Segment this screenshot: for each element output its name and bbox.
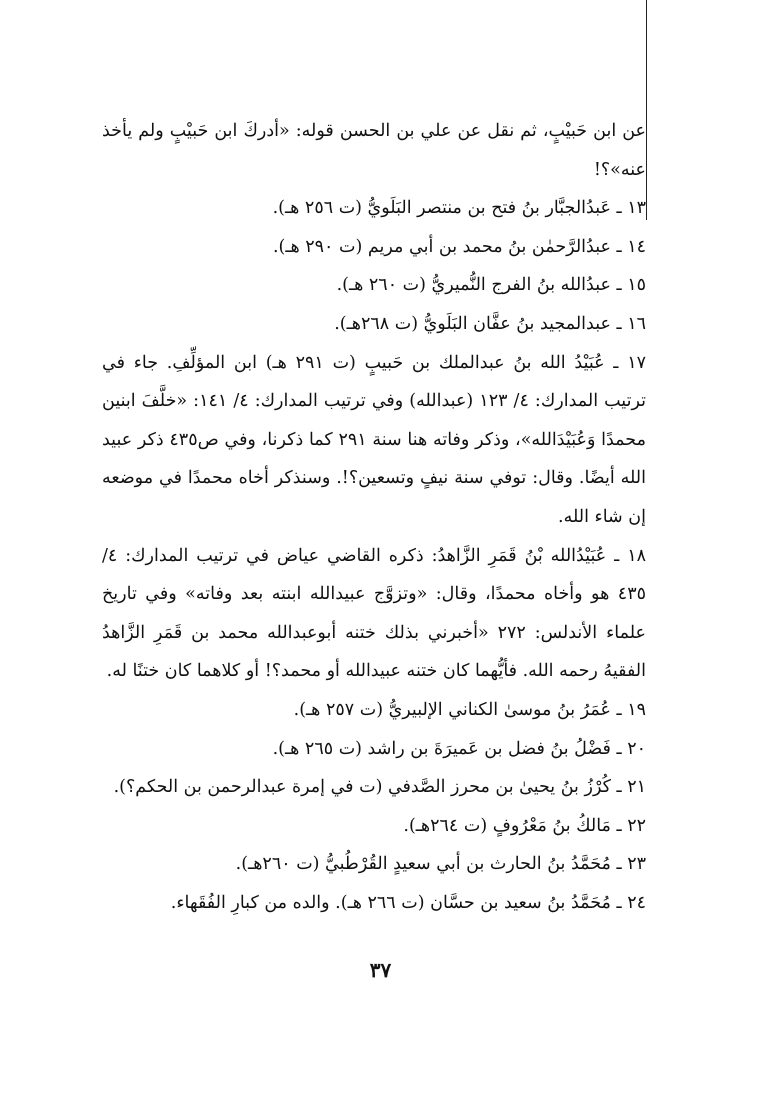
entry-22: ٢٢ ـ مَالكُ بنُ مَعْرُوفٍ (ت ٢٦٤هـ). <box>403 815 646 836</box>
entry-19: ١٩ ـ عُمَرُ بنُ موسىٰ الكناني الإلبيريُّ (ت ٢٥٧ هـ). <box>293 699 646 720</box>
paragraph-continuation: عن ابن حَبيْبٍ، ثم نقل عن علي بن الحسن قوله: «أدركَ ابن حَبيْبٍ ولم يأخذ عنه»؟! <box>102 121 646 180</box>
page-number: ٣٧ <box>369 958 392 982</box>
entry-24: ٢٤ ـ مُحَمَّدُ بنُ سعيد بن حسَّان (ت ٢٦٦ هـ). والده من كبارِ الفُقَهاء. <box>170 892 646 913</box>
margin-rule <box>646 0 647 220</box>
body-text <box>102 112 646 922</box>
entry-21: ٢١ ـ كُرْزُ بنُ يحيىٰ بن محرز الصَّدفي (ت في إمرة عبدالرحمن بن الحكم؟). <box>113 777 646 798</box>
entry-13: ١٣ ـ عَبدُالجبَّار بنُ فتح بن منتصر البَلَويُّ (ت ٢٥٦ هـ). <box>272 198 646 219</box>
entry-15: ١٥ ـ عبدُالله بنُ الفرج النُّميريُّ (ت ٢٦٠ هـ). <box>336 275 646 296</box>
entry-18: ١٨ ـ عُبَيْدُالله بْنُ قَمَرِ الزَّاهدُ: ذكره القاضي عياض في ترتيب المدارك: ٤/ ٤٣٥ هو وأخاه محمدًا، وقال: «وتزوَّج عبيدالله ابنته بعد وفاته» وفي تاريخ علماء الأندلس: ٢٧٢ «أخبرني بذلك ختنه أبوعبدالله محمد بن قَمَرِ الزَّاهدُ الفقيهُ رحمه الله. فأيُّهما كان ختنه عبيدالله أو محمد؟! أو كلاهما كان ختنًا له. <box>102 545 646 682</box>
entry-16: ١٦ ـ عبدالمجيد بنُ عفَّان البَلَويُّ (ت ٢٦٨هـ). <box>334 313 646 334</box>
entry-17: ١٧ ـ عُبَيْدُ الله بنُ عبدالملك بن حَبيبٍ (ت ٢٩١ هـ) ابن المؤلِّفِ. جاء في ترتيب المدارك: ٤/ ١٢٣ (عبدالله) وفي ترتيب المدارك: ٤/ ١٤١: «خلَّفَ ابنين محمدًا وَعُبَيْدَالله»، وذكر وفاته هنا سنة ٢٩١ كما ذكرنا، وفي ص٤٣٥ ذكر عبيد الله أيضًا. وقال: توفي سنة نيفٍ وتسعين؟!. وسنذكر أخاه محمدًا في موضعه إن شاء الله. <box>102 352 646 527</box>
entry-23: ٢٣ ـ مُحَمَّدُ بنُ الحارث بن أبي سعيدٍ القُرْطُبيُّ (ت ٢٦٠هـ). <box>235 854 646 875</box>
entry-20: ٢٠ ـ فَضْلُ بنُ فضل بن عَميرَةَ بن راشد (ت ٢٦٥ هـ). <box>272 738 646 759</box>
entry-14: ١٤ ـ عبدُالرَّحمٰن بنُ محمد بن أبي مريم (ت ٢٩٠ هـ). <box>272 236 646 257</box>
